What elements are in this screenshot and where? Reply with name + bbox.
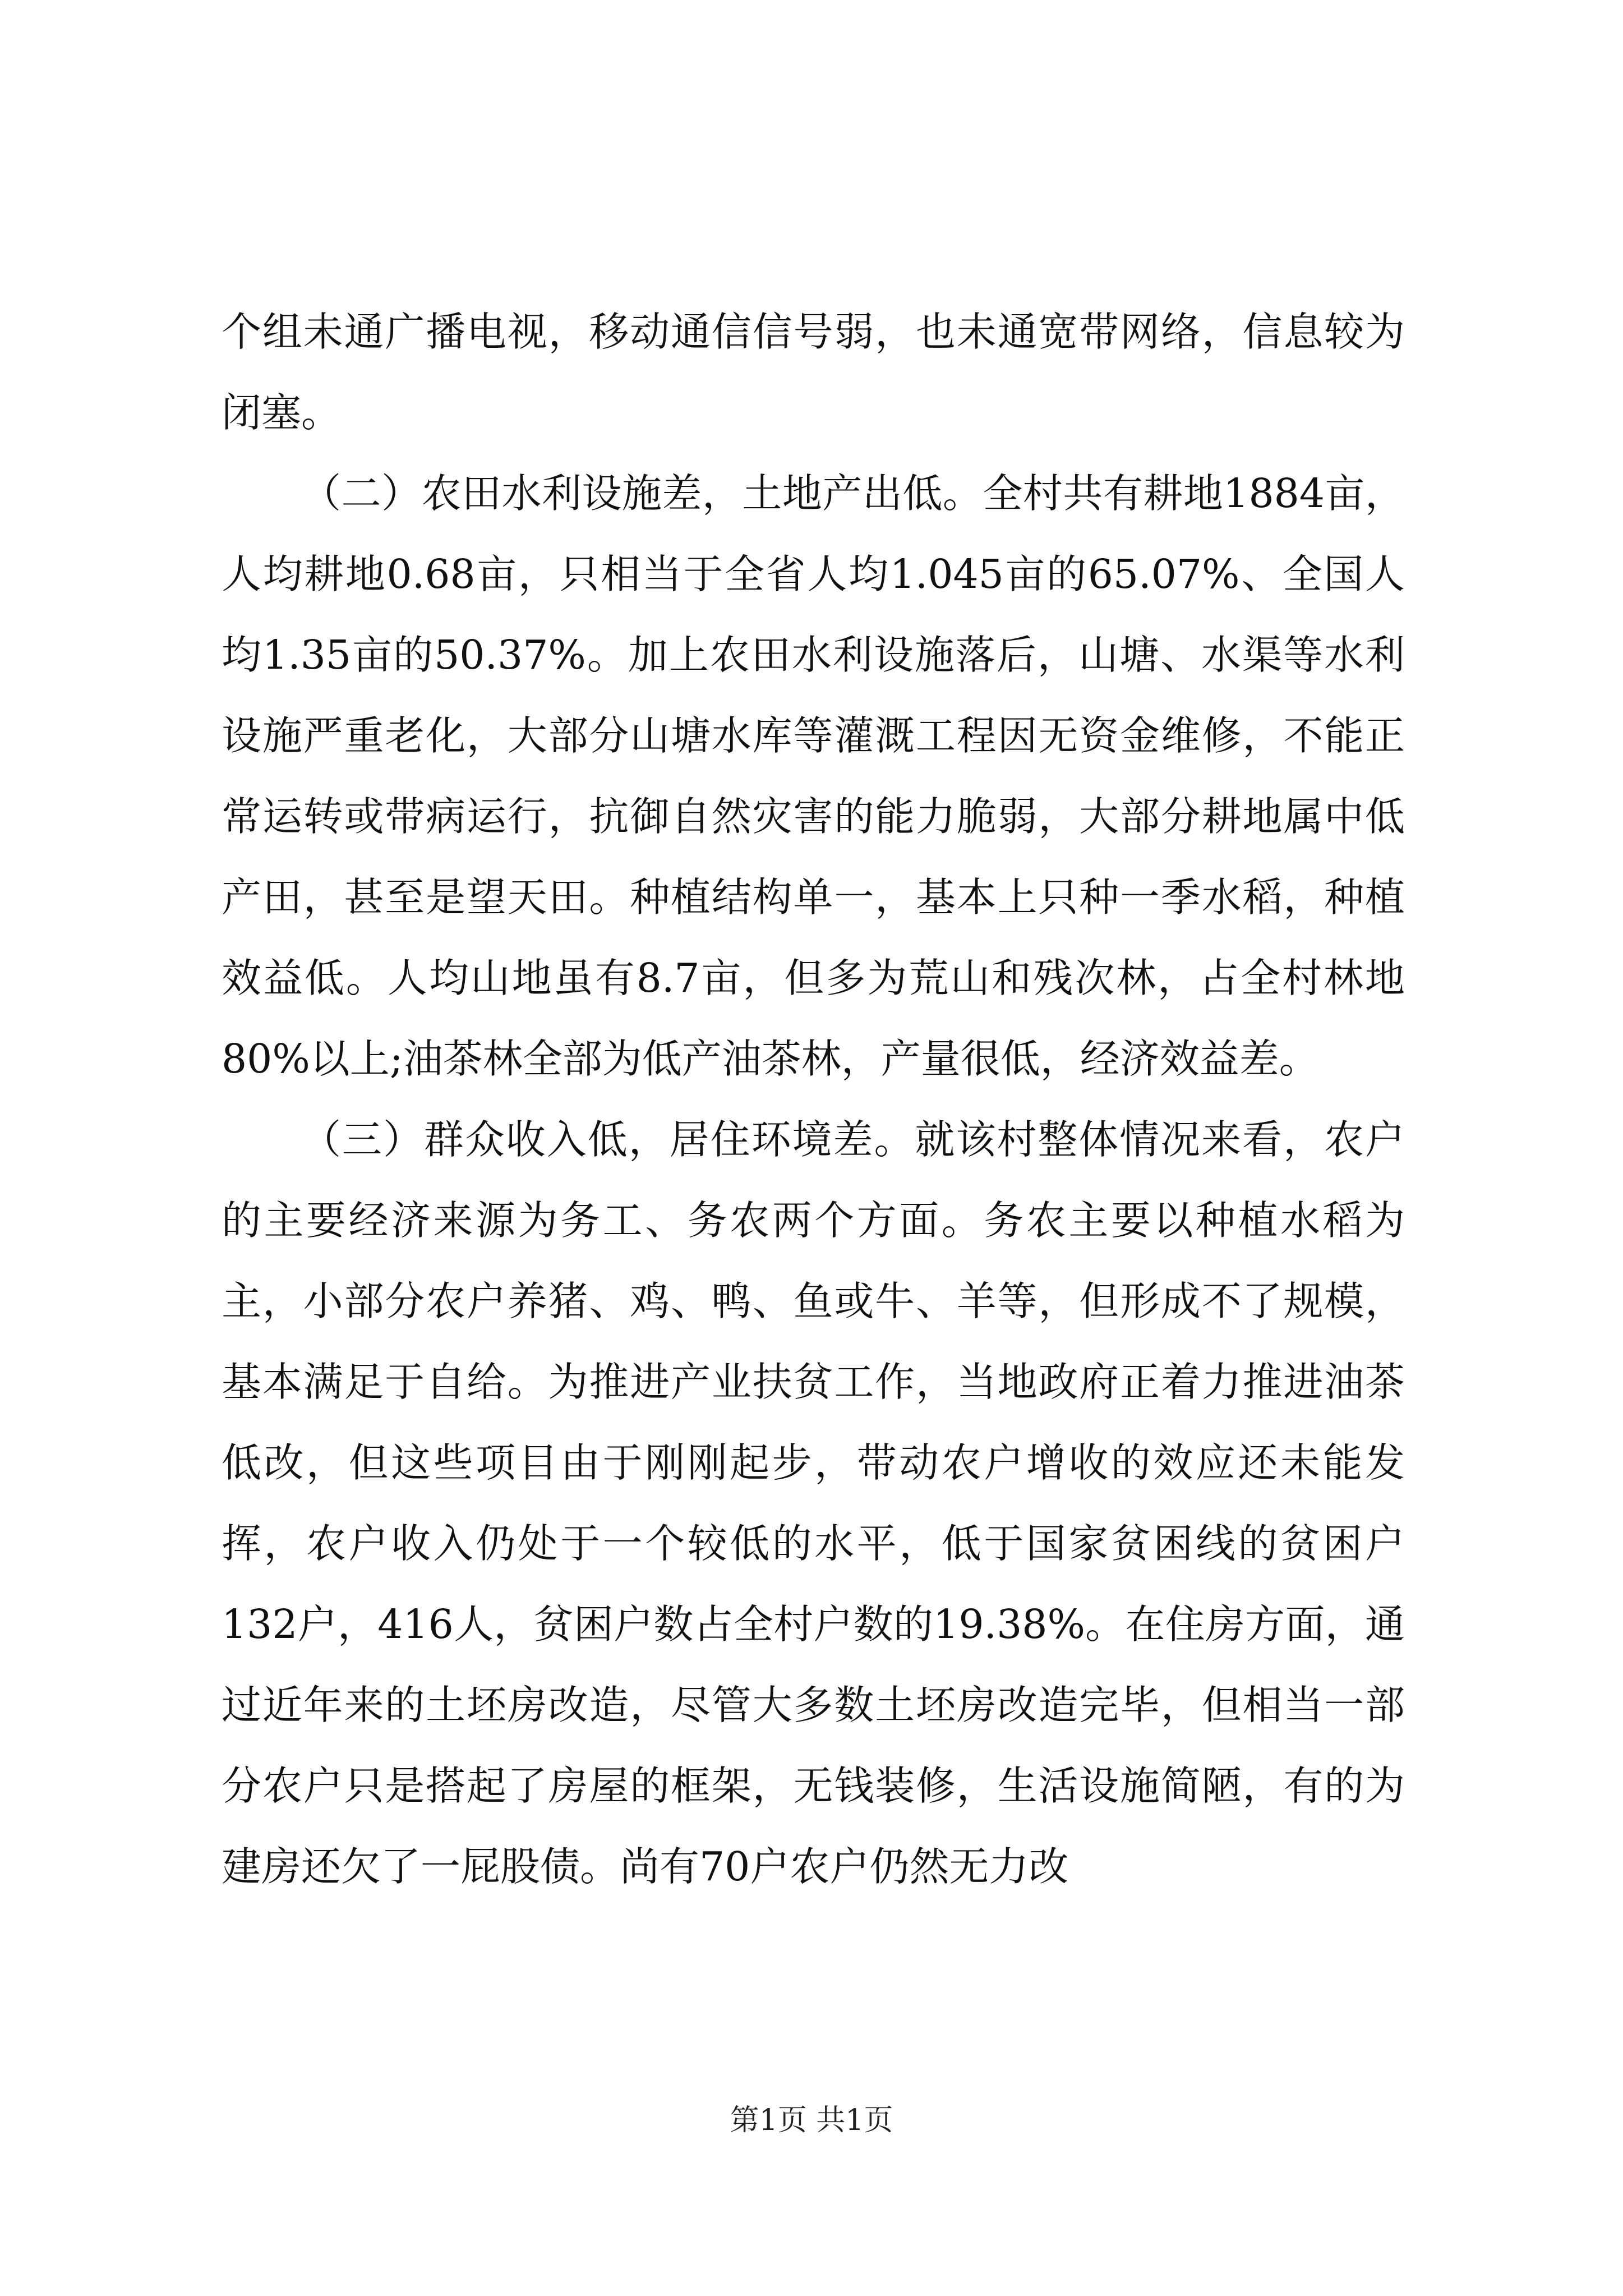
page-footer: 第1页 共1页 — [730, 2104, 893, 2137]
document-body — [222, 292, 1405, 1907]
paragraph-section-3: （三）群众收入低，居住环境差。就该村整体情况来看，农户的主要经济来源为务工、务农两个方面。务农主要以种植水稻为主，小部分农户养猪、鸡、鸭、鱼或牛、羊等，但形成不了规模，基本满足于自给。为推进产业扶贫工作，当地政府正着力推进油茶低改，但这些项目由于刚刚起步，带动农户增收的效应还未能发挥，农户收入仍处于一个较低的水平，低于国家贫困线的贫困户132户，416人，贫困户数占全村户数的19.38%。在住房方面，通过近年来的土坯房改造，尽管大多数土坯房改造完毕，但相当一部分农户只是搭起了房屋的框架，无钱装修，生活设施简陋，有的为建房还欠了一屁股债。尚有70户农户仍然无力改 — [222, 1116, 1405, 1890]
paragraph-continued: 个组未通广播电视，移动通信信号弱，也未通宽带网络，信息较为闭塞。 — [222, 309, 1405, 436]
paragraph-section-2: （二）农田水利设施差，土地产出低。全村共有耕地1884亩，人均耕地0.68亩，只相当于全省人均1.045亩的65.07%、全国人均1.35亩的50.37%。加上农田水利设施落后，山塘、水渠等水利设施严重老化，大部分山塘水库等灌溉工程因无资金维修，不能正常运转或带病运行，抗御自然灾害的能力脆弱，大部分耕地属中低产田，甚至是望天田。种植结构单一，基本上只种一季水稻，种植效益低。人均山地虽有8.7亩，但多为荒山和残次林，占全村林地80%以上;油茶林全部为低产油茶林，产量很低，经济效益差。 — [222, 470, 1405, 1082]
